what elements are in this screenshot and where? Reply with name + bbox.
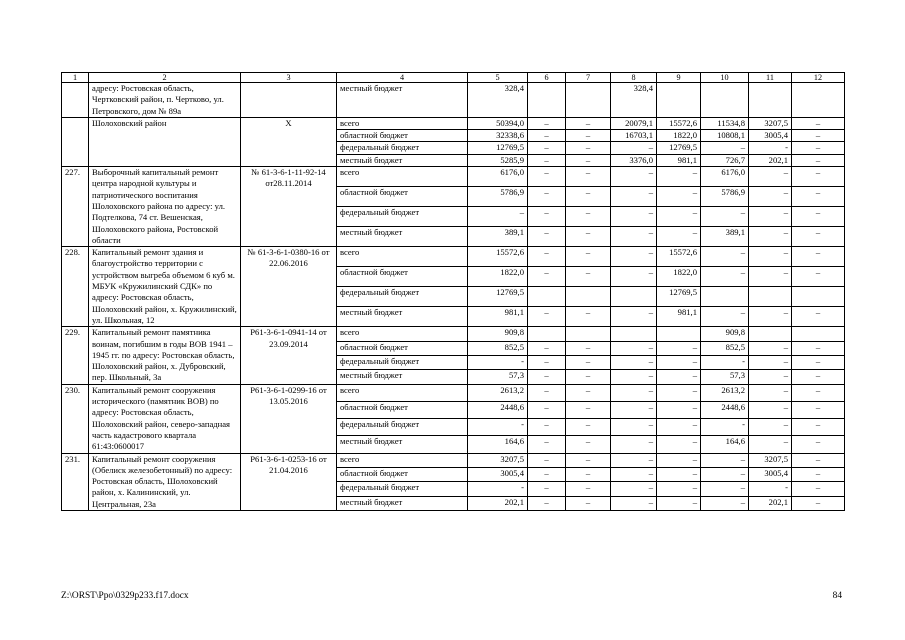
value-cell-8: – (611, 247, 657, 267)
value-cell-11: – (749, 207, 792, 227)
value-cell-12: – (792, 154, 845, 166)
value-cell-6: – (528, 436, 566, 453)
value-cell-7: – (566, 267, 611, 287)
value-cell-11: – (749, 355, 792, 369)
budget-source-label: всего (337, 247, 468, 267)
value-cell-12: – (792, 142, 845, 154)
value-cell-9: – (657, 401, 701, 418)
value-cell-9: – (657, 482, 701, 496)
value-cell-8: – (611, 453, 657, 467)
budget-source-label: областной бюджет (337, 341, 468, 355)
document-ref (241, 83, 337, 118)
object-name: Выборочный капитальный ремонт центра народной культуры и патриотического воспитания Шолоховского района по адресу: ул. Подтелкова, 74 ст. Вешенская, Шолоховского района, Ростовской области (89, 167, 241, 247)
budget-source-label: федеральный бюджет (337, 207, 468, 227)
footer-file-path: Z:\ORST\Ppo\0329p233.f17.docx (61, 591, 189, 601)
value-cell-10: 852,5 (701, 341, 749, 355)
document-ref: Р61-3-6-1-0299-16 от 13.05.2016 (241, 384, 337, 453)
value-cell-12 (792, 287, 845, 307)
value-cell-7 (566, 327, 611, 341)
value-cell-11 (749, 83, 792, 118)
item-number (62, 117, 89, 166)
column-number-header: 8 (611, 73, 657, 83)
value-cell-6: – (528, 267, 566, 287)
item-number: 229. (62, 327, 89, 384)
value-cell-7: – (566, 401, 611, 418)
value-cell-12: – (792, 419, 845, 436)
value-cell-8: – (611, 482, 657, 496)
value-cell-6: – (528, 467, 566, 481)
value-cell-5: - (468, 355, 528, 369)
value-cell-11: – (749, 187, 792, 207)
value-cell-6 (528, 287, 566, 307)
budget-source-label: федеральный бюджет (337, 419, 468, 436)
budget-source-label: областной бюджет (337, 187, 468, 207)
document-ref: Р61-3-6-1-0253-16 от 21.04.2016 (241, 453, 337, 510)
value-cell-6: – (528, 355, 566, 369)
value-cell-8: – (611, 227, 657, 247)
column-number-header: 4 (337, 73, 468, 83)
value-cell-9: 15572,6 (657, 117, 701, 129)
table-row (62, 453, 845, 467)
budget-source-label: федеральный бюджет (337, 355, 468, 369)
value-cell-12: – (792, 482, 845, 496)
item-number: 231. (62, 453, 89, 510)
budget-source-label: местный бюджет (337, 496, 468, 510)
value-cell-10: 164,6 (701, 436, 749, 453)
value-cell-5: 981,1 (468, 307, 528, 327)
value-cell-10: 57,3 (701, 370, 749, 384)
value-cell-11: - (749, 142, 792, 154)
value-cell-11: 202,1 (749, 496, 792, 510)
value-cell-8: – (611, 187, 657, 207)
budget-source-label: местный бюджет (337, 83, 468, 118)
value-cell-7: – (566, 130, 611, 142)
budget-source-label: областной бюджет (337, 267, 468, 287)
value-cell-10: 11534,8 (701, 117, 749, 129)
value-cell-6: – (528, 482, 566, 496)
value-cell-5: 57,3 (468, 370, 528, 384)
value-cell-8 (611, 287, 657, 307)
value-cell-6: – (528, 453, 566, 467)
value-cell-9: – (657, 167, 701, 187)
column-number-header: 11 (749, 73, 792, 83)
value-cell-12: – (792, 117, 845, 129)
value-cell-6: – (528, 117, 566, 129)
value-cell-10 (701, 83, 749, 118)
value-cell-5: 50394,0 (468, 117, 528, 129)
value-cell-12: – (792, 401, 845, 418)
budget-source-label: областной бюджет (337, 401, 468, 418)
value-cell-8: – (611, 496, 657, 510)
value-cell-11: 3005,4 (749, 467, 792, 481)
value-cell-8: – (611, 384, 657, 401)
value-cell-5: 328,4 (468, 83, 528, 118)
value-cell-8: – (611, 436, 657, 453)
value-cell-12: – (792, 496, 845, 510)
value-cell-12: – (792, 467, 845, 481)
value-cell-11 (749, 287, 792, 307)
value-cell-6: – (528, 187, 566, 207)
item-number: 228. (62, 247, 89, 327)
value-cell-9: 12769,5 (657, 142, 701, 154)
value-cell-5: 5285,9 (468, 154, 528, 166)
value-cell-9: 15572,6 (657, 247, 701, 267)
value-cell-8: – (611, 167, 657, 187)
value-cell-12 (792, 83, 845, 118)
value-cell-5: 389,1 (468, 227, 528, 247)
item-number (62, 83, 89, 118)
value-cell-11: 3005,4 (749, 130, 792, 142)
value-cell-9: – (657, 467, 701, 481)
value-cell-7: – (566, 496, 611, 510)
value-cell-5: 32338,6 (468, 130, 528, 142)
value-cell-12: – (792, 187, 845, 207)
object-name: адресу: Ростовская область, Чертковский район, п. Чертково, ул. Петровского, дом № 89а (89, 83, 241, 118)
value-cell-7: – (566, 227, 611, 247)
column-number-header: 6 (528, 73, 566, 83)
value-cell-8: – (611, 267, 657, 287)
value-cell-5: 3207,5 (468, 453, 528, 467)
value-cell-9: 1822,0 (657, 267, 701, 287)
value-cell-10: – (701, 453, 749, 467)
value-cell-11: – (749, 370, 792, 384)
budget-source-label: всего (337, 453, 468, 467)
column-number-header: 10 (701, 73, 749, 83)
value-cell-5: 164,6 (468, 436, 528, 453)
budget-source-label: всего (337, 327, 468, 341)
value-cell-6: – (528, 154, 566, 166)
value-cell-8 (611, 327, 657, 341)
value-cell-7: – (566, 341, 611, 355)
table-row (62, 384, 845, 401)
value-cell-5: 2613,2 (468, 384, 528, 401)
value-cell-10: – (701, 267, 749, 287)
value-cell-9: – (657, 496, 701, 510)
value-cell-12: – (792, 341, 845, 355)
value-cell-7: – (566, 467, 611, 481)
object-name: Капитальный ремонт сооружения (Обелиск железобетонный) по адресу: Ростовская область, Шолоховский район, х. Калининский, ул. Центральная, 23а (89, 453, 241, 510)
item-number: 227. (62, 167, 89, 247)
value-cell-11: – (749, 227, 792, 247)
value-cell-11: – (749, 341, 792, 355)
value-cell-6: – (528, 384, 566, 401)
value-cell-7 (566, 287, 611, 307)
value-cell-8: – (611, 341, 657, 355)
value-cell-7: – (566, 482, 611, 496)
value-cell-5: 852,5 (468, 341, 528, 355)
value-cell-9: – (657, 227, 701, 247)
value-cell-10: – (701, 482, 749, 496)
value-cell-5: 15572,6 (468, 247, 528, 267)
value-cell-10: - (701, 419, 749, 436)
column-number-header: 3 (241, 73, 337, 83)
value-cell-11: – (749, 307, 792, 327)
budget-source-label: областной бюджет (337, 130, 468, 142)
value-cell-5: 1822,0 (468, 267, 528, 287)
document-ref: X (241, 117, 337, 166)
value-cell-6: – (528, 307, 566, 327)
value-cell-6: – (528, 130, 566, 142)
value-cell-9: – (657, 355, 701, 369)
value-cell-11: – (749, 419, 792, 436)
column-number-header: 12 (792, 73, 845, 83)
value-cell-12: – (792, 370, 845, 384)
value-cell-9: 12769,5 (657, 287, 701, 307)
value-cell-5: 2448,6 (468, 401, 528, 418)
budget-source-label: всего (337, 384, 468, 401)
value-cell-8: 20079,1 (611, 117, 657, 129)
document-ref: № 61-3-6-1-11-92-14 от28.11.2014 (241, 167, 337, 247)
value-cell-6 (528, 327, 566, 341)
document-ref: № 61-3-6-1-0380-16 от 22.06.2016 (241, 247, 337, 327)
column-number-header: 7 (566, 73, 611, 83)
value-cell-10: – (701, 142, 749, 154)
value-cell-5: – (468, 207, 528, 227)
value-cell-12: – (792, 384, 845, 401)
value-cell-6: – (528, 496, 566, 510)
item-number: 230. (62, 384, 89, 453)
value-cell-11: – (749, 384, 792, 401)
value-cell-7: – (566, 370, 611, 384)
value-cell-8: – (611, 355, 657, 369)
value-cell-12: – (792, 167, 845, 187)
value-cell-8: 16703,1 (611, 130, 657, 142)
value-cell-11: 3207,5 (749, 453, 792, 467)
value-cell-11: - (749, 482, 792, 496)
budget-source-label: всего (337, 117, 468, 129)
value-cell-6: – (528, 419, 566, 436)
value-cell-9: – (657, 453, 701, 467)
budget-source-label: федеральный бюджет (337, 482, 468, 496)
value-cell-10: 2613,2 (701, 384, 749, 401)
budget-source-label: местный бюджет (337, 154, 468, 166)
value-cell-9: 981,1 (657, 307, 701, 327)
value-cell-9: – (657, 341, 701, 355)
value-cell-5: 202,1 (468, 496, 528, 510)
district-row (62, 117, 845, 129)
object-name: Капитальный ремонт памятника воинам, погибшим в годы ВОВ 1941 – 1945 гг. по адресу: Ростовская область, Шолоховский район, х. Дубровский, пер. Школьный, 3а (89, 327, 241, 384)
budget-source-label: местный бюджет (337, 307, 468, 327)
budget-table (61, 72, 845, 511)
budget-source-label: областной бюджет (337, 467, 468, 481)
value-cell-7: – (566, 142, 611, 154)
value-cell-9: – (657, 436, 701, 453)
column-number-header: 2 (89, 73, 241, 83)
value-cell-9 (657, 327, 701, 341)
value-cell-7: – (566, 355, 611, 369)
value-cell-7: – (566, 453, 611, 467)
budget-source-label: федеральный бюджет (337, 287, 468, 307)
value-cell-10: 2448,6 (701, 401, 749, 418)
value-cell-11: – (749, 167, 792, 187)
value-cell-9: – (657, 207, 701, 227)
value-cell-8: – (611, 467, 657, 481)
value-cell-6: – (528, 247, 566, 267)
district-name: Шолоховский район (89, 117, 241, 166)
value-cell-10: 389,1 (701, 227, 749, 247)
continuation-row (62, 83, 845, 118)
value-cell-5: - (468, 482, 528, 496)
budget-source-label: местный бюджет (337, 370, 468, 384)
value-cell-9: 1822,0 (657, 130, 701, 142)
value-cell-10: – (701, 307, 749, 327)
value-cell-10: 909,8 (701, 327, 749, 341)
value-cell-7 (566, 83, 611, 118)
value-cell-6: – (528, 142, 566, 154)
value-cell-5: 5786,9 (468, 187, 528, 207)
value-cell-5: 12769,5 (468, 287, 528, 307)
value-cell-8: – (611, 307, 657, 327)
value-cell-7: – (566, 384, 611, 401)
value-cell-11: 202,1 (749, 154, 792, 166)
value-cell-11 (749, 327, 792, 341)
value-cell-12: – (792, 267, 845, 287)
object-name: Капитальный ремонт здания и благоустройство территории с устройством выгреба объемом 6 куб м. МБУК «Кружилинский СДК» по адресу: Ростовская область, Шолоховский район, х. Кружилинский, ул. Школьная, 12 (89, 247, 241, 327)
value-cell-5: - (468, 419, 528, 436)
value-cell-9: 981,1 (657, 154, 701, 166)
value-cell-9: – (657, 187, 701, 207)
value-cell-6: – (528, 341, 566, 355)
table-row (62, 327, 845, 341)
value-cell-10: 726,7 (701, 154, 749, 166)
value-cell-7: – (566, 167, 611, 187)
table-row (62, 167, 845, 187)
value-cell-11: – (749, 401, 792, 418)
value-cell-9: – (657, 384, 701, 401)
value-cell-7: – (566, 307, 611, 327)
value-cell-8: – (611, 401, 657, 418)
value-cell-8: – (611, 370, 657, 384)
value-cell-7: – (566, 419, 611, 436)
budget-source-label: местный бюджет (337, 227, 468, 247)
value-cell-11: 3207,5 (749, 117, 792, 129)
footer-page-number: 84 (832, 591, 842, 601)
value-cell-9: – (657, 370, 701, 384)
value-cell-12: – (792, 247, 845, 267)
budget-source-label: федеральный бюджет (337, 142, 468, 154)
value-cell-12: – (792, 227, 845, 247)
value-cell-7: – (566, 154, 611, 166)
value-cell-12: – (792, 307, 845, 327)
value-cell-11: – (749, 247, 792, 267)
value-cell-10: 6176,0 (701, 167, 749, 187)
value-cell-12: – (792, 436, 845, 453)
value-cell-10: – (701, 496, 749, 510)
value-cell-5: 12769,5 (468, 142, 528, 154)
value-cell-12: – (792, 355, 845, 369)
value-cell-8: – (611, 207, 657, 227)
value-cell-6: – (528, 227, 566, 247)
header-row (62, 73, 845, 83)
value-cell-12: – (792, 207, 845, 227)
value-cell-9 (657, 83, 701, 118)
value-cell-12: – (792, 453, 845, 467)
value-cell-12 (792, 327, 845, 341)
value-cell-7: – (566, 187, 611, 207)
column-number-header: 9 (657, 73, 701, 83)
column-number-header: 5 (468, 73, 528, 83)
value-cell-8: – (611, 142, 657, 154)
value-cell-10: – (701, 247, 749, 267)
value-cell-8: 328,4 (611, 83, 657, 118)
value-cell-12: – (792, 130, 845, 142)
table-row (62, 247, 845, 267)
value-cell-10 (701, 287, 749, 307)
value-cell-7: – (566, 247, 611, 267)
value-cell-6: – (528, 167, 566, 187)
value-cell-7: – (566, 207, 611, 227)
budget-source-label: местный бюджет (337, 436, 468, 453)
value-cell-8: 3376,0 (611, 154, 657, 166)
value-cell-10: 5786,9 (701, 187, 749, 207)
budget-source-label: всего (337, 167, 468, 187)
value-cell-6: – (528, 207, 566, 227)
value-cell-6: – (528, 401, 566, 418)
object-name: Капитальный ремонт сооружения исторического (памятник ВОВ) по адресу: Ростовская область, Шолоховский район, северо-западная часть кадастрового квартала 61:43:0600017 (89, 384, 241, 453)
value-cell-5: 6176,0 (468, 167, 528, 187)
value-cell-8: – (611, 419, 657, 436)
value-cell-9: – (657, 419, 701, 436)
value-cell-10: - (701, 355, 749, 369)
value-cell-10: – (701, 467, 749, 481)
value-cell-7: – (566, 436, 611, 453)
value-cell-6: – (528, 370, 566, 384)
value-cell-10: – (701, 207, 749, 227)
document-ref: Р61-3-6-1-0941-14 от 23.09.2014 (241, 327, 337, 384)
column-number-header: 1 (62, 73, 89, 83)
value-cell-10: 10808,1 (701, 130, 749, 142)
value-cell-11: – (749, 436, 792, 453)
value-cell-6 (528, 83, 566, 118)
value-cell-11: – (749, 267, 792, 287)
value-cell-5: 909,8 (468, 327, 528, 341)
value-cell-5: 3005,4 (468, 467, 528, 481)
value-cell-7: – (566, 117, 611, 129)
